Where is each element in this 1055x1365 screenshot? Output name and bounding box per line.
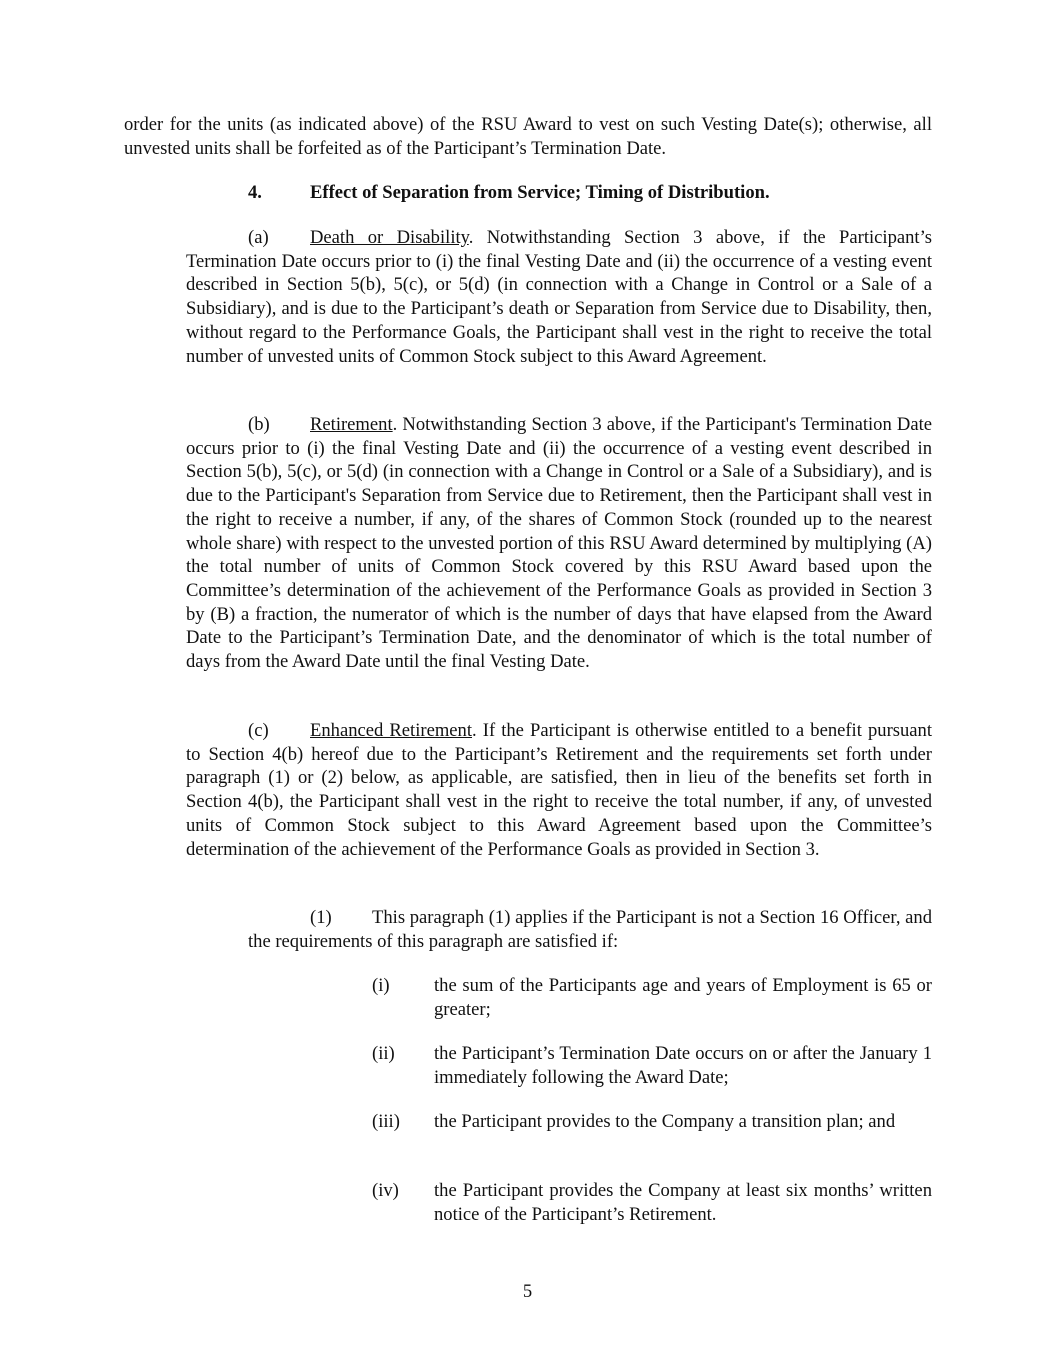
list-item-marker: (iii) [372, 1111, 400, 1132]
paragraph-1-marker: (1) [310, 907, 332, 928]
list-item-marker: (ii) [372, 1043, 395, 1064]
intro-paragraph: order for the units (as indicated above) of the RSU Award to vest on such Vesting Date(s); otherwise, all unvested units shall be forfeited as of the Participant’s Termination Date. [124, 114, 932, 159]
paragraph-b-heading: Retirement [310, 414, 393, 435]
section-title: Effect of Separation from Service; Timing of Distribution. [310, 182, 770, 203]
paragraph-a-heading: Death or Disability [310, 227, 469, 248]
list-item-text: the Participant provides to the Company a transition plan; and [434, 1111, 896, 1132]
section-number: 4. [248, 182, 262, 203]
paragraph-a-text: . Notwithstanding Section 3 above, if the Participant’s Termination Date occurs prior to (i) the final Vesting Date and (ii) the occurrence of a vesting event described in Section 5(b), 5(c), or 5(d) (in connection with a Change in Control or a Sale of a Subsidiary), and is due to the Participant’s death or Separation from Service due to Disability, then, without regard to the Performance Goals, the Participant shall vest in the right to receive the total number of unvested units of Common Stock subject to this Award Agreement. [186, 227, 932, 367]
paragraph-b [186, 413, 932, 674]
paragraph-c-marker: (c) [248, 720, 269, 741]
list-item-text: the sum of the Participants age and years of Employment is 65 or greater; [434, 975, 932, 1020]
paragraph-1-text: This paragraph (1) applies if the Participant is not a Section 16 Officer, and the requirements of this paragraph are satisfied if: [248, 907, 932, 952]
list-item-marker: (i) [372, 975, 390, 996]
paragraph-a-marker: (a) [248, 227, 269, 248]
paragraph-a [186, 226, 932, 368]
paragraph-b-text: . Notwithstanding Section 3 above, if the Participant's Termination Date occurs prior to (i) the final Vesting Date and (ii) the occurrence of a vesting event described in Section 5(b), 5(c), or 5(d) (in connection with a Change in Control or a Sale of a Subsidiary), and is due to the Participant's Separation from Service due to Retirement, then the Participant shall vest in the right to receive a number, if any, of the shares of Common Stock (rounded up to the nearest whole share) with respect to the unvested portion of this RSU Award determined by multiplying (A) the total number of units of Common Stock covered by this RSU Award based upon the Committee’s determination of the achievement of the Performance Goals as provided in Section 3 by (B) a fraction, the numerator of which is the number of days that have elapsed from the Award Date to the Participant’s Termination Date, and the denominator of which is the total number of days from the Award Date until the final Vesting Date. [186, 414, 932, 673]
paragraph-c [186, 719, 932, 861]
section-heading [248, 181, 770, 205]
paragraph-c-heading: Enhanced Retirement [310, 720, 473, 741]
list-item-text: the Participant’s Termination Date occurs on or after the January 1 immediately following the Award Date; [434, 1043, 932, 1088]
paragraph-1 [248, 906, 932, 953]
list-item-marker: (iv) [372, 1180, 399, 1201]
page-number: 5 [522, 1281, 533, 1302]
paragraph-b-marker: (b) [248, 414, 270, 435]
list-item-text: the Participant provides the Company at least six months’ written notice of the Participant’s Retirement. [434, 1180, 932, 1225]
paragraph-c-text: . If the Participant is otherwise entitled to a benefit pursuant to Section 4(b) hereof due to the Participant’s Retirement and the requirements set forth under paragraph (1) or (2) below, as applicable, are satisfied, then in lieu of the benefits set forth in Section 4(b), the Participant shall vest in the right to receive the total number, if any, of unvested units of Common Stock subject to this Award Agreement based upon the Committee’s determination of the achievement of the Performance Goals as provided in Section 3. [186, 720, 933, 860]
